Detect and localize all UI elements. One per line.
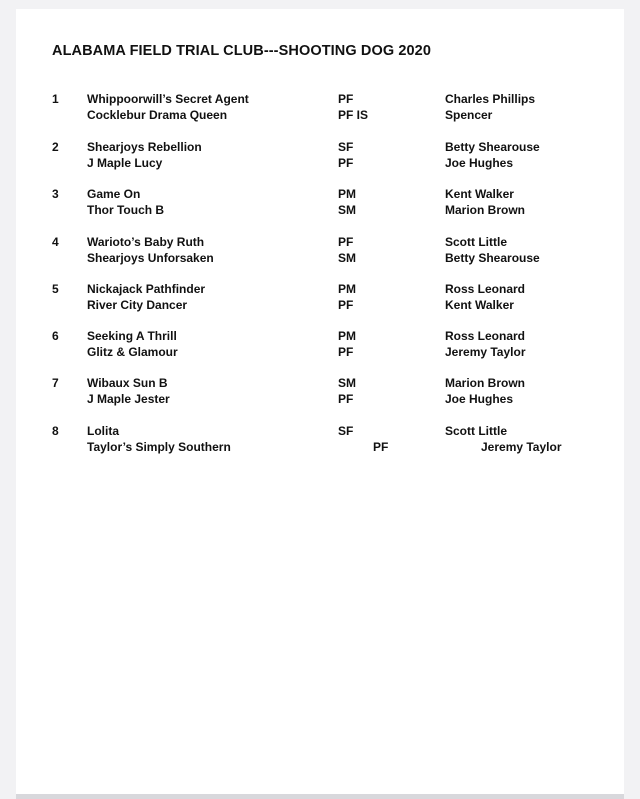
- page-bottom-edge: [16, 794, 624, 799]
- dog-name: Lolita: [87, 424, 119, 438]
- dog-name: Shearjoys Unforsaken: [87, 251, 214, 265]
- handler-name: Jeremy Taylor: [481, 440, 562, 454]
- document-page: [16, 9, 624, 794]
- handler-name: Betty Shearouse: [445, 251, 540, 265]
- dog-name: Seeking A Thrill: [87, 329, 177, 343]
- dog-name: Whippoorwill’s Secret Agent: [87, 92, 249, 106]
- dog-name: Thor Touch B: [87, 203, 165, 217]
- handler-name: Spencer: [445, 108, 493, 122]
- dog-class: PM: [338, 187, 356, 201]
- brace-number: 7: [52, 376, 59, 390]
- dog-name: J Maple Lucy: [87, 156, 163, 170]
- dog-name: Cocklebur Drama Queen: [87, 108, 228, 122]
- brace-7: [16, 376, 624, 410]
- brace-8: [16, 424, 624, 458]
- dog-class: PF: [373, 440, 389, 454]
- dog-class: PF: [338, 92, 354, 106]
- handler-name: Joe Hughes: [445, 156, 514, 170]
- dog-class: PF: [338, 298, 354, 312]
- handler-name: Joe Hughes: [445, 392, 514, 406]
- handler-name: Kent Walker: [445, 298, 514, 312]
- document-title: ALABAMA FIELD TRIAL CLUB---SHOOTING DOG 2020: [52, 43, 431, 59]
- brace-number: 5: [52, 282, 59, 296]
- brace-6: [16, 329, 624, 363]
- dog-class: PF: [338, 235, 354, 249]
- brace-number: 1: [52, 92, 59, 106]
- brace-number: 4: [52, 235, 59, 249]
- handler-name: Marion Brown: [445, 203, 525, 217]
- handler-name: Scott Little: [445, 235, 507, 249]
- handler-name: Kent Walker: [445, 187, 514, 201]
- handler-name: Jeremy Taylor: [445, 345, 526, 359]
- dog-name: Glitz & Glamour: [87, 345, 178, 359]
- brace-3: [16, 187, 624, 221]
- dog-class: PF: [338, 392, 354, 406]
- brace-4: [16, 235, 624, 269]
- dog-class: PF IS: [338, 108, 369, 122]
- dog-name: Warioto’s Baby Ruth: [87, 235, 205, 249]
- handler-name: Ross Leonard: [445, 329, 526, 343]
- dog-class: SM: [338, 251, 356, 265]
- dog-class: SM: [338, 203, 356, 217]
- handler-name: Betty Shearouse: [445, 140, 540, 154]
- handler-name: Ross Leonard: [445, 282, 526, 296]
- dog-name: Taylor’s Simply Southern: [87, 440, 231, 454]
- handler-name: Scott Little: [445, 424, 507, 438]
- dog-class: SM: [338, 376, 356, 390]
- dog-class: PM: [338, 282, 356, 296]
- dog-name: Nickajack Pathfinder: [87, 282, 206, 296]
- dog-name: Wibaux Sun B: [87, 376, 168, 390]
- brace-number: 6: [52, 329, 59, 343]
- handler-name: Marion Brown: [445, 376, 525, 390]
- handler-name: Charles Phillips: [445, 92, 536, 106]
- brace-1: [16, 92, 624, 126]
- dog-name: Game On: [87, 187, 141, 201]
- brace-number: 8: [52, 424, 59, 438]
- brace-number: 3: [52, 187, 59, 201]
- brace-5: [16, 282, 624, 316]
- brace-2: [16, 140, 624, 174]
- dog-class: PF: [338, 345, 354, 359]
- brace-number: 2: [52, 140, 59, 154]
- dog-class: PM: [338, 329, 356, 343]
- dog-name: J Maple Jester: [87, 392, 170, 406]
- dog-name: Shearjoys Rebellion: [87, 140, 202, 154]
- dog-class: PF: [338, 156, 354, 170]
- dog-class: SF: [338, 424, 354, 438]
- dog-class: SF: [338, 140, 354, 154]
- dog-name: River City Dancer: [87, 298, 188, 312]
